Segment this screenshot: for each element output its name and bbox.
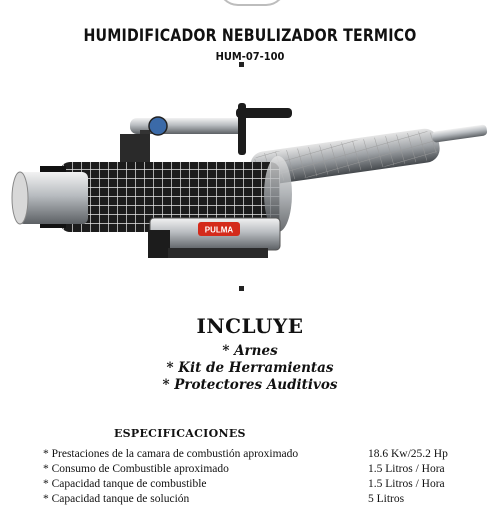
spec-value: 1.5 Litros / Hora: [368, 478, 445, 490]
specs-table: [0, 448, 500, 508]
front-nozzle: [12, 172, 88, 224]
model-number: HUM-07-100: [215, 50, 285, 63]
includes-item: * Protectores Auditivos: [162, 377, 338, 393]
bullet-square-mid: [239, 286, 244, 291]
specs-heading: ESPECIFICACIONES: [114, 427, 246, 440]
brand-badge-text: PULMA: [204, 225, 234, 235]
includes-list: [0, 343, 500, 394]
spec-row: [0, 463, 500, 478]
spec-label: * Prestaciones de la camara de combustión aproximado: [43, 448, 299, 460]
product-title: HUMIDIFICADOR NEBULIZADOR TERMICO: [83, 26, 417, 45]
includes-item: * Arnes: [222, 343, 278, 359]
spec-row: [0, 493, 500, 508]
spec-value: 18.6 Kw/25.2 Hp: [368, 448, 448, 460]
spec-label: * Consumo de Combustible aproximado: [43, 463, 229, 475]
top-logo-arc: [218, 0, 286, 6]
product-photo: [0, 70, 500, 280]
spec-label: * Capacidad tanque de solución: [43, 493, 190, 505]
spec-row: [0, 448, 500, 463]
includes-heading: INCLUYE: [196, 314, 304, 338]
spec-value: 1.5 Litros / Hora: [368, 463, 445, 475]
spec-label: * Capacidad tanque de combustible: [43, 478, 207, 490]
brand-badge: [198, 222, 240, 236]
spec-row: [0, 478, 500, 493]
spec-value: 5 Litros: [368, 493, 405, 505]
includes-item: * Kit de Herramientas: [166, 360, 334, 376]
